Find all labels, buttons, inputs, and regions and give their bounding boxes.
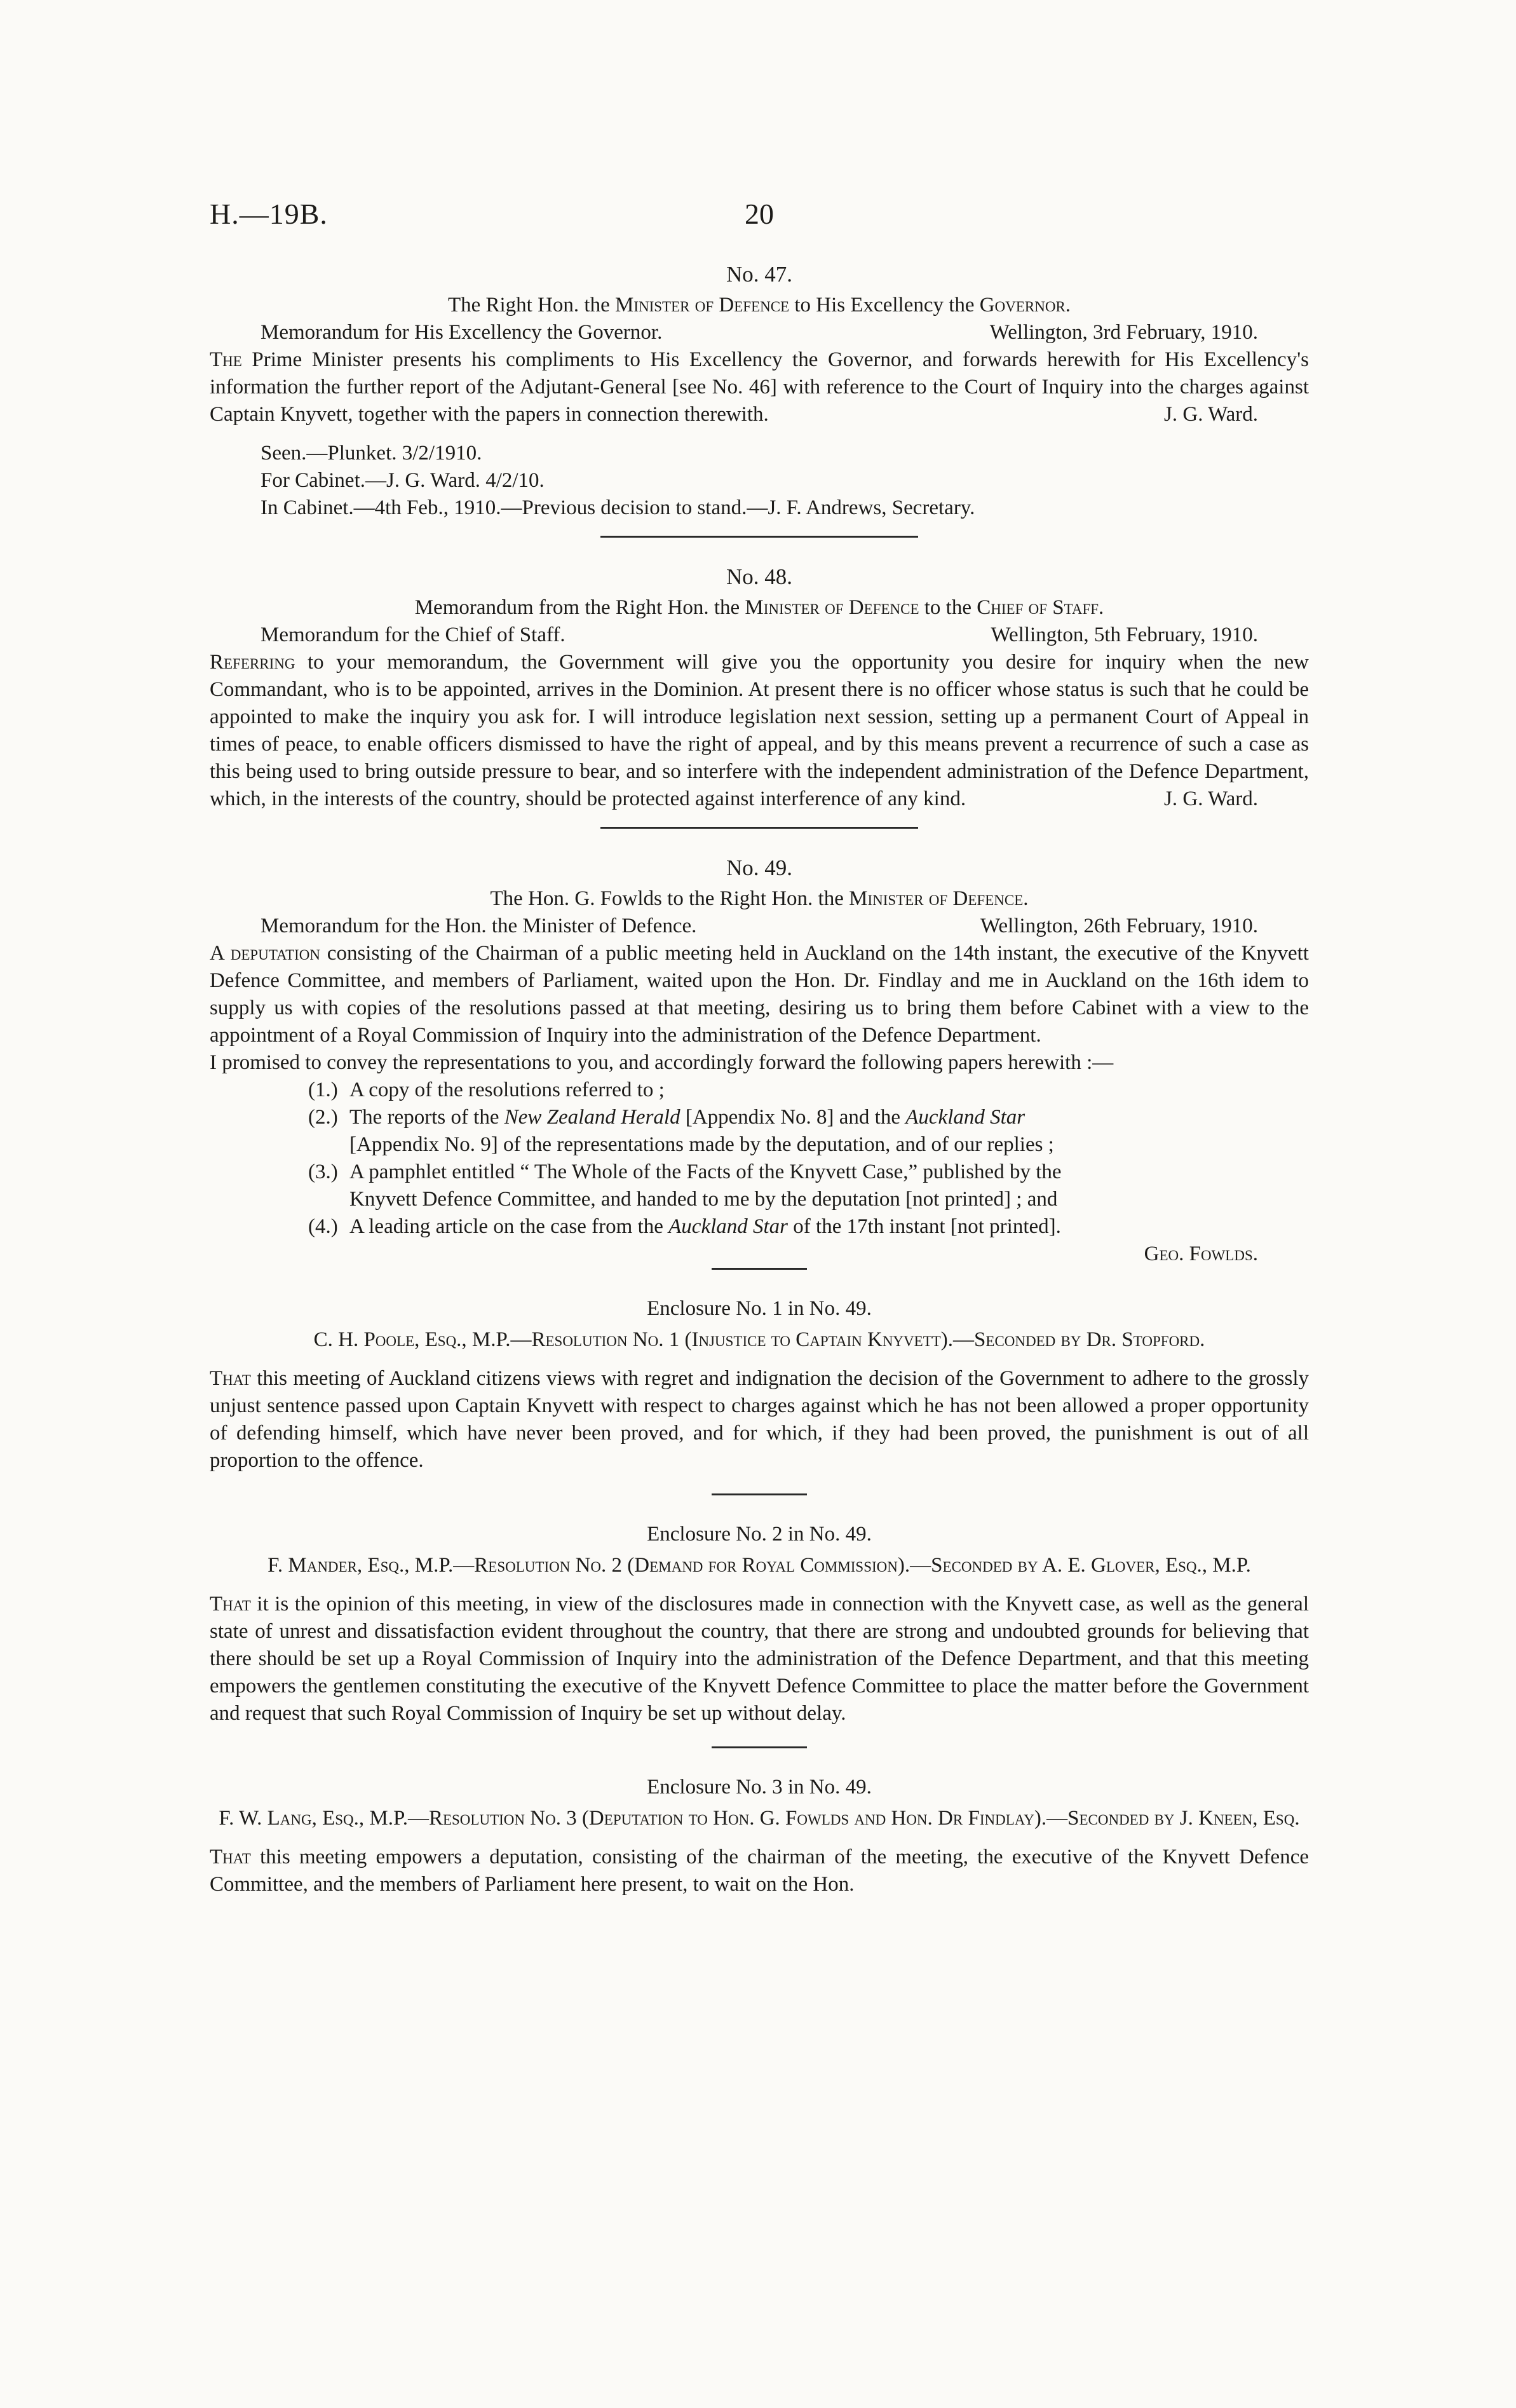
section-no-47: [210, 261, 1309, 522]
memo-line: Memorandum for His Excellency the Governor. Wellington, 3rd February, 1910.: [261, 321, 1258, 344]
resolution-text: That this meeting of Auckland citizens views with regret and indignation the decision of the Government to adhere to the grossly unjust sentence passed upon Captain Knyvett with respect to charges against which he has not been allowed a proper opportunity of defending himself, which have never been proved, and for which, if they had been proved, the punishment is out of all proportion to the offence.: [210, 1367, 1309, 1472]
resolution-text: That this meeting empowers a deputation, consisting of the chairman of the meeting, the executive of the Knyvett Defence Committee, and the members of Parliament here present, to wait on the Hon.: [210, 1846, 1309, 1896]
page-number: 20: [745, 198, 774, 230]
memo-para-2: I promised to convey the representations to you, and accordingly forward the following papers herewith :—: [210, 1051, 1114, 1074]
enclosure-list: [210, 1077, 1309, 1241]
section-heading: No. 49.: [726, 855, 793, 880]
list-item: (4.) A leading article on the case from the Auckland Star of the 17th instant [not printed].: [308, 1215, 1061, 1238]
minute-cabinet: For Cabinet.—J. G. Ward. 4/2/10.: [261, 469, 545, 492]
enclosure-heading: Enclosure No. 2 in No. 49.: [647, 1523, 872, 1546]
section-title: Memorandum from the Right Hon. the Minister of Defence to the Chief of Staff.: [414, 596, 1104, 619]
resolution-heading: F. Mander, Esq., M.P.—Resolution No. 2 (Demand for Royal Commission).—Seconded by A. E. Glover, Esq., M.P.: [267, 1554, 1251, 1577]
enclosure-3: [210, 1774, 1309, 1898]
signature: J. G. Ward.: [1164, 403, 1258, 426]
enclosure-heading: Enclosure No. 1 in No. 49.: [647, 1297, 872, 1320]
section-divider: [712, 1746, 807, 1748]
list-item: (3.) A pamphlet entitled “ The Whole of the Facts of the Knyvett Case,” published by the: [308, 1160, 1062, 1183]
resolution-heading: C. H. Poole, Esq., M.P.—Resolution No. 1 (Injustice to Captain Knyvett).—Seconded by Dr. Stopford.: [313, 1328, 1205, 1351]
section-no-48: [210, 563, 1309, 813]
section-title: The Right Hon. the Minister of Defence to His Excellency the Governor.: [447, 294, 1071, 316]
signature: J. G. Ward.: [1164, 787, 1258, 810]
list-item-continuation: [Appendix No. 9] of the representations made by the deputation, and of our replies ;: [349, 1133, 1054, 1156]
document-reference: H.—19B.: [210, 198, 328, 230]
memo-line: Memorandum for the Hon. the Minister of Defence. Wellington, 26th February, 1910.: [261, 915, 1258, 937]
memo-line: Memorandum for the Chief of Staff. Wellington, 5th February, 1910.: [261, 623, 1258, 646]
memo-body: The Prime Minister presents his compliments to His Excellency the Governor, and forwards herewith for His Excellency's information the further report of the Adjutant-General [see No. 46] with reference to the Court of Inquiry into the charges against Captain Knyvett, together with the papers in connection therewith.: [210, 348, 1309, 426]
memo-body: Referring to your memorandum, the Government will give you the opportunity you desire for inquiry when the new Commandant, who is to be appointed, arrives in the Dominion. At present there is no officer whose status is such that he could be appointed to make the inquiry you ask for. I will introduce legislation next session, setting up a permanent Court of Appeal in times of peace, to enable officers dismissed to have the right of appeal, and by this means prevent a recurrence of such a case as this being used to bring outside pressure to bear, and so interfere with the independent administration of the Defence Department, which, in the interests of the country, should be protected against interference of any kind.: [210, 651, 1309, 810]
enclosure-2: [210, 1521, 1309, 1727]
minute-decision: In Cabinet.—4th Feb., 1910.—Previous decision to stand.—J. F. Andrews, Secretary.: [261, 496, 975, 519]
signature: Geo. Fowlds.: [1144, 1242, 1258, 1265]
section-divider: [600, 536, 918, 538]
resolution-heading: F. W. Lang, Esq., M.P.—Resolution No. 3 (Deputation to Hon. G. Fowlds and Hon. Dr Findlay).—Seconded by J. Kneen, Esq.: [219, 1807, 1300, 1830]
section-divider: [600, 827, 918, 829]
list-item-continuation: Knyvett Defence Committee, and handed to me by the deputation [not printed] ; and: [349, 1188, 1058, 1211]
minute-seen: Seen.—Plunket. 3/2/1910.: [261, 442, 482, 465]
list-item: (2.) The reports of the New Zealand Herald [Appendix No. 8] and the Auckland Star: [308, 1106, 1025, 1129]
section-divider: [712, 1268, 807, 1270]
section-no-49: [210, 854, 1309, 1268]
enclosure-1: [210, 1295, 1309, 1474]
enclosure-heading: Enclosure No. 3 in No. 49.: [647, 1776, 872, 1799]
section-heading: No. 48.: [726, 564, 793, 589]
section-title: The Hon. G. Fowlds to the Right Hon. the Minister of Defence.: [490, 887, 1029, 910]
section-heading: No. 47.: [726, 262, 793, 287]
running-header: [210, 197, 1309, 235]
resolution-text: That it is the opinion of this meeting, in view of the disclosures made in connection with the Knyvett case, as well as the general state of unrest and dissatisfaction evident throughout the country, that there are strong and undoubted grounds for believing that there should be set up a Royal Commission of Inquiry into the administration of the Defence Department, and that this meeting empowers the gentlemen constituting the executive of the Knyvett Defence Committee to place the matter before the Government and request that such Royal Commission of Inquiry be set up without delay.: [210, 1593, 1309, 1725]
list-item: (1.) A copy of the resolutions referred to ;: [308, 1078, 665, 1101]
memo-body: A deputation consisting of the Chairman of a public meeting held in Auckland on the 14th instant, the executive of the Knyvett Defence Committee, and members of Parliament, waited upon the Hon. Dr. Findlay and me in Auckland on the 16th idem to supply us with copies of the resolutions passed at that meeting, desiring us to bring them before Cabinet with a view to the appointment of a Royal Commission of Inquiry into the administration of the Defence Department.: [210, 942, 1309, 1047]
document-body: [210, 261, 1309, 1898]
section-divider: [712, 1493, 807, 1495]
